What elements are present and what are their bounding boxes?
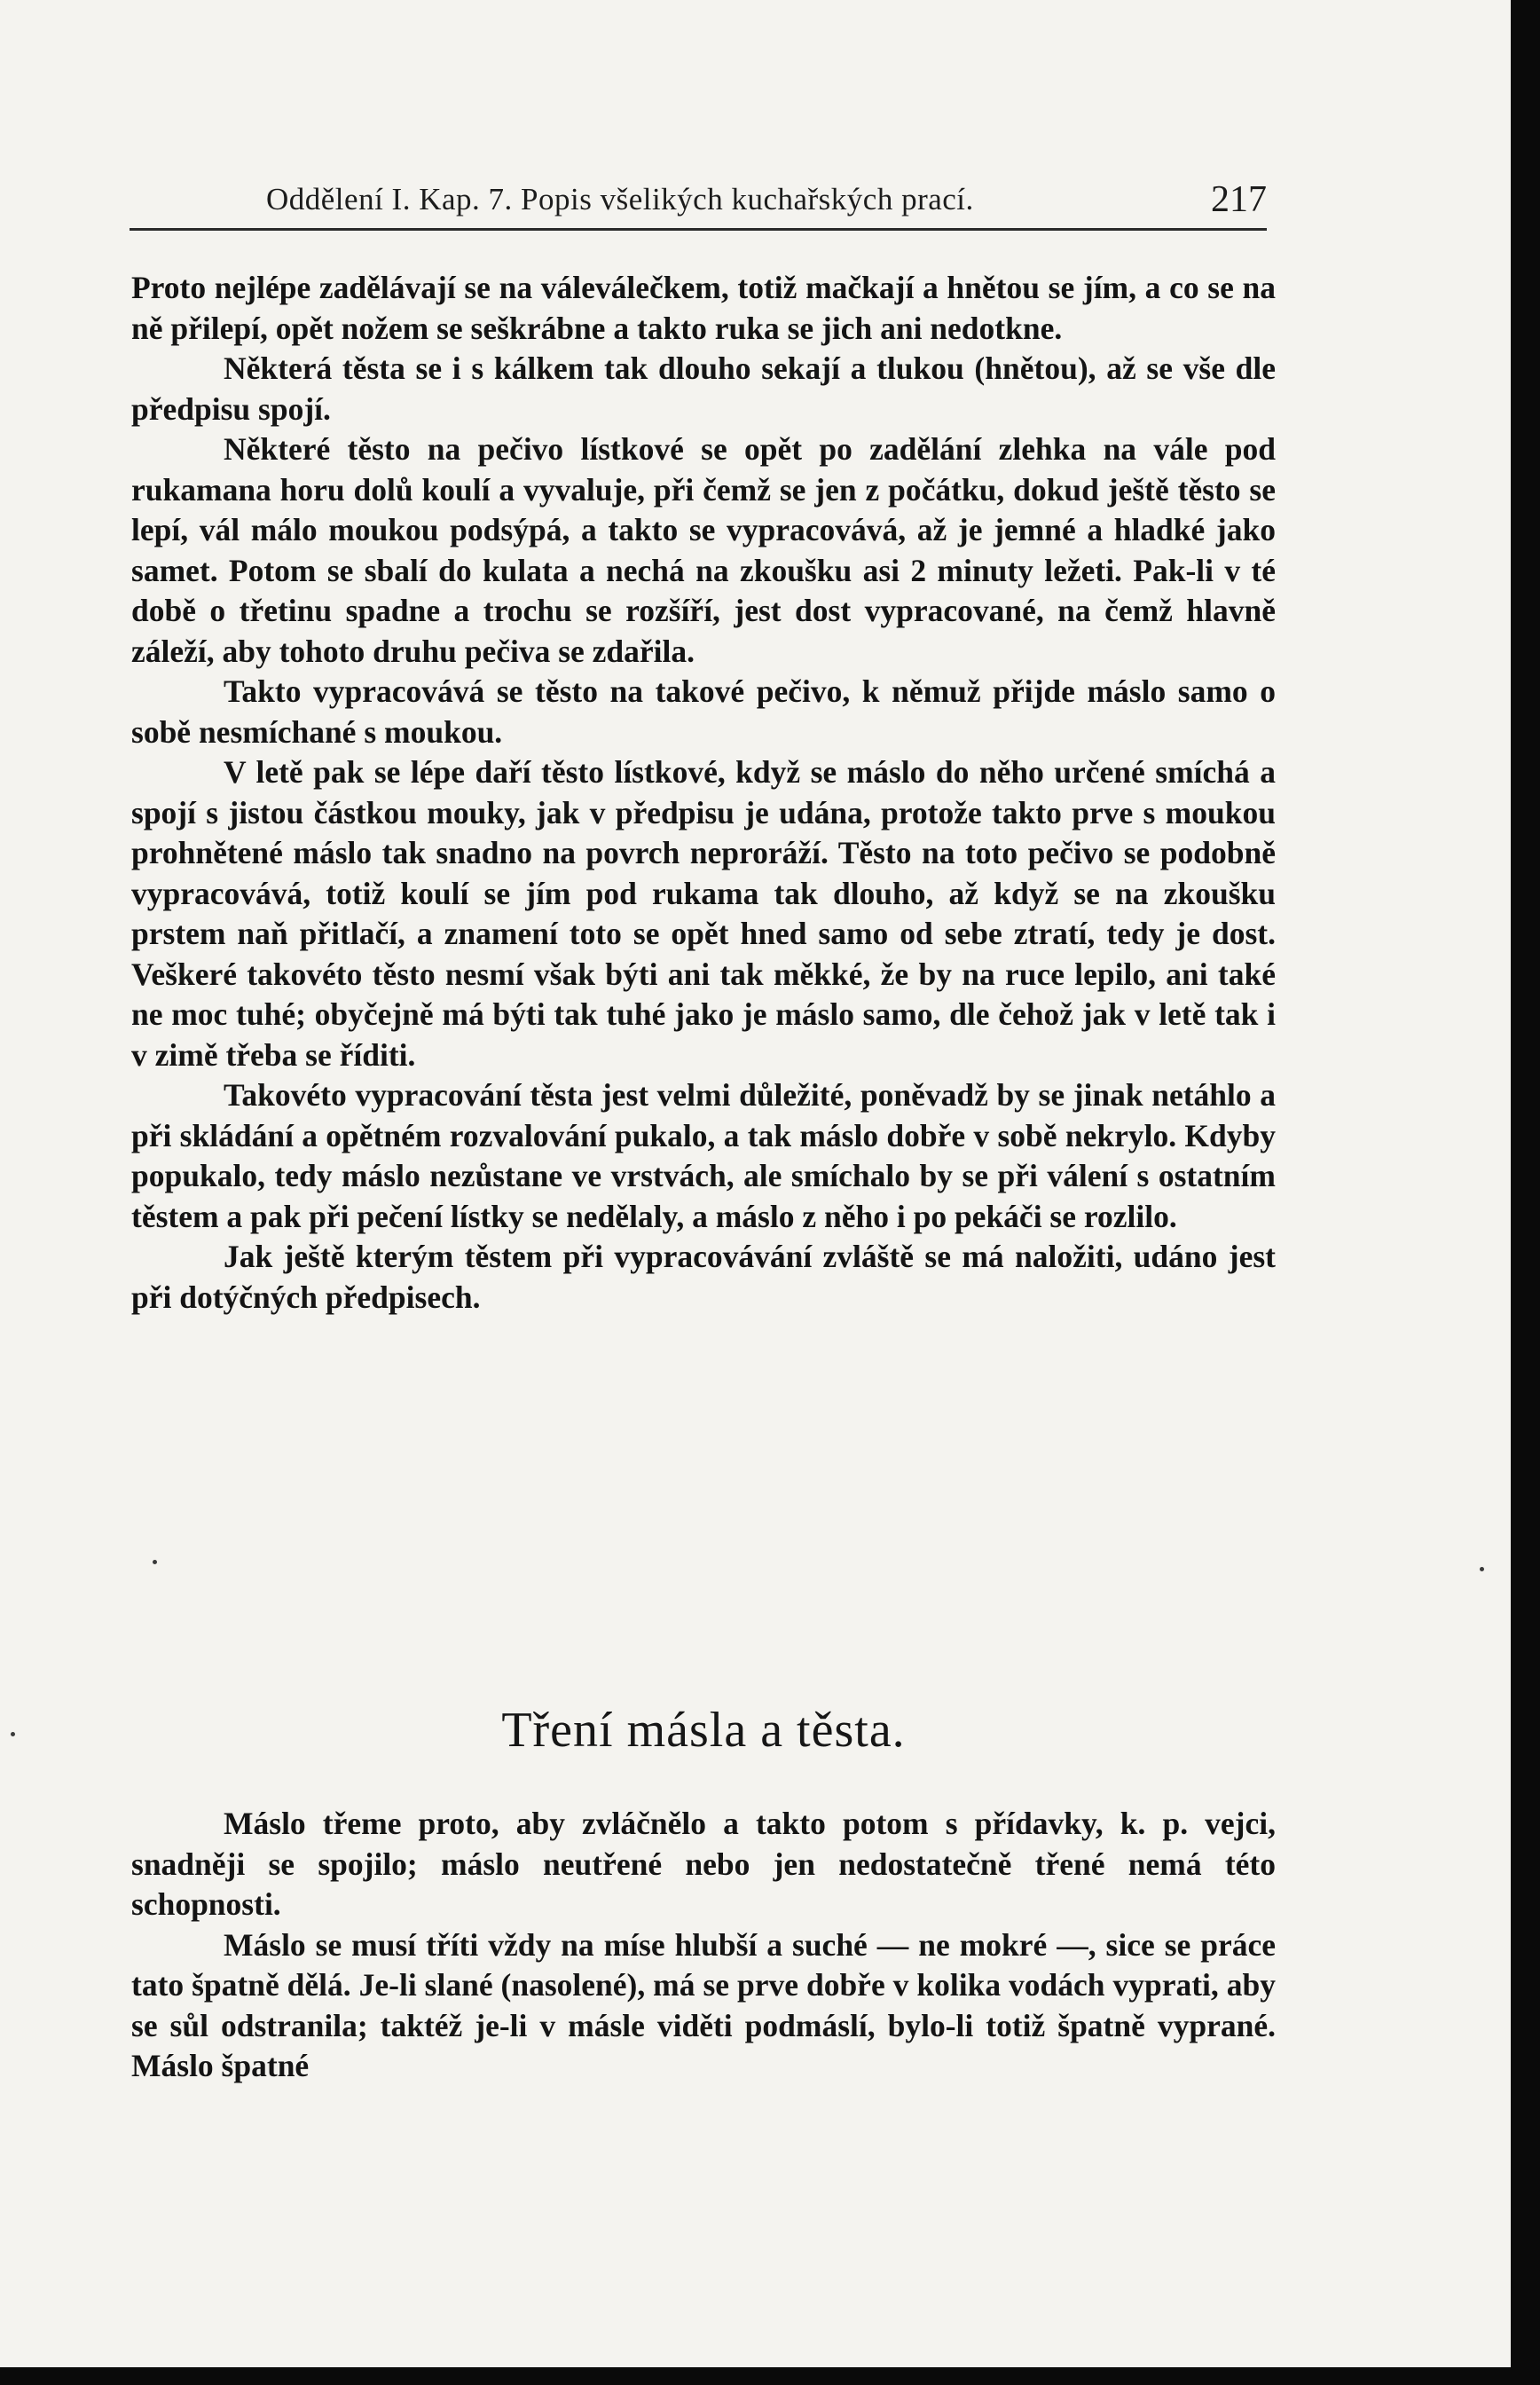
paragraph: Máslo se musí tříti vždy na míse hlubší a suché — ne mokré —, sice se práce tato špatně dělá. Je-li slané (nasolené), má se prve dobře v kolika vodách vyprati, aby se sůl odstranila; taktéž je-li v másle viděti podmáslí, bylo-li totiž špatně vyprané. Máslo špatné: [131, 1926, 1276, 2083]
paper-speck: [1480, 1567, 1484, 1571]
running-title: Oddělení I. Kap. 7. Popis všelikých kuchařských prací.: [266, 182, 974, 216]
paragraph: Máslo třeme proto, aby zvláčnělo a takto potom s přídavky, k. p. vejci, snadněji se spojilo; máslo neutřené nebo jen nedostatečně třené nemá této schopnosti.: [131, 1806, 1276, 1922]
paragraph: Proto nejlépe zadělávají se na váleválečkem, totiž mačkají a hnětou se jím, a co se na ně přilepí, opět nožem se seškrábne a takto ruka se jich ani nedotkne.: [131, 270, 1276, 346]
paragraph: Takovéto vypracování těsta jest velmi důležité, poněvadž by se jinak netáhlo a při skládání a opětném rozvalování pukalo, a tak máslo dobře v sobě nekrylo. Kdyby popukalo, tedy máslo nezůstane ve vrstvách, ale smíchalo by se při válení s ostatním těstem a pak při pečení lístky se nedělaly, a máslo z něho i po pekáči se rozlilo.: [131, 1077, 1276, 1234]
section-heading: Tření másla a těsta.: [501, 1703, 906, 1758]
paragraph: V letě pak se lépe daří těsto lístkové, když se máslo do něho určené smíchá a spojí s jistou částkou mouky, jak v předpisu je udána, protože takto prve s moukou prohnětené máslo tak snadno na povrch neproráží. Těsto na toto pečivo se podobně vypracovává, totiž koulí se jím pod rukama tak dlouho, až když se na zkoušku prstem naň přitlačí, a znamení toto se opět hned samo od sebe ztratí, tedy je dost. Veškeré takovéto těsto nesmí však býti ani tak měkké, že by na ruce lepilo, ani také ne moc tuhé; obyčejně má býti tak tuhé jako je máslo samo, dle čehož jak v letě tak i v zimě třeba se říditi.: [131, 754, 1276, 1073]
paragraph: Takto vypracovává se těsto na takové pečivo, k němuž přijde máslo samo o sobě nesmíchané s moukou.: [131, 673, 1276, 750]
paper-speck: [153, 1560, 157, 1564]
page-number: 217: [1211, 179, 1267, 220]
section-body-2: [131, 1804, 1276, 2087]
paragraph: Některá těsta se i s kálkem tak dlouho sekají a tlukou (hnětou), až se vše dle předpisu spojí.: [131, 350, 1276, 427]
paragraph: Jak ještě kterým těstem při vypracovávání zvláště se má naložiti, udáno jest při dotýčných předpisech.: [131, 1239, 1276, 1315]
page-header: [130, 179, 1267, 231]
paper-speck: [11, 1732, 15, 1736]
paragraph: Některé těsto na pečivo lístkové se opět po zadělání zlehka na vále pod rukamana horu dolů koulí a vyvaluje, při čemž se jen z počátku, dokud ještě těsto se lepí, vál málo moukou podsýpá, a takto se vypracovává, až je jemné a hladké jako samet. Potom se sbalí do kulata a nechá na zkoušku asi 2 minuty ležeti. Pak-li v té době o třetinu spadne a trochu se rozšíří, jest dost vypracované, na čemž hlavně záleží, aby tohoto druhu pečiva se zdařila.: [131, 431, 1276, 669]
section-body-1: [131, 268, 1276, 1318]
